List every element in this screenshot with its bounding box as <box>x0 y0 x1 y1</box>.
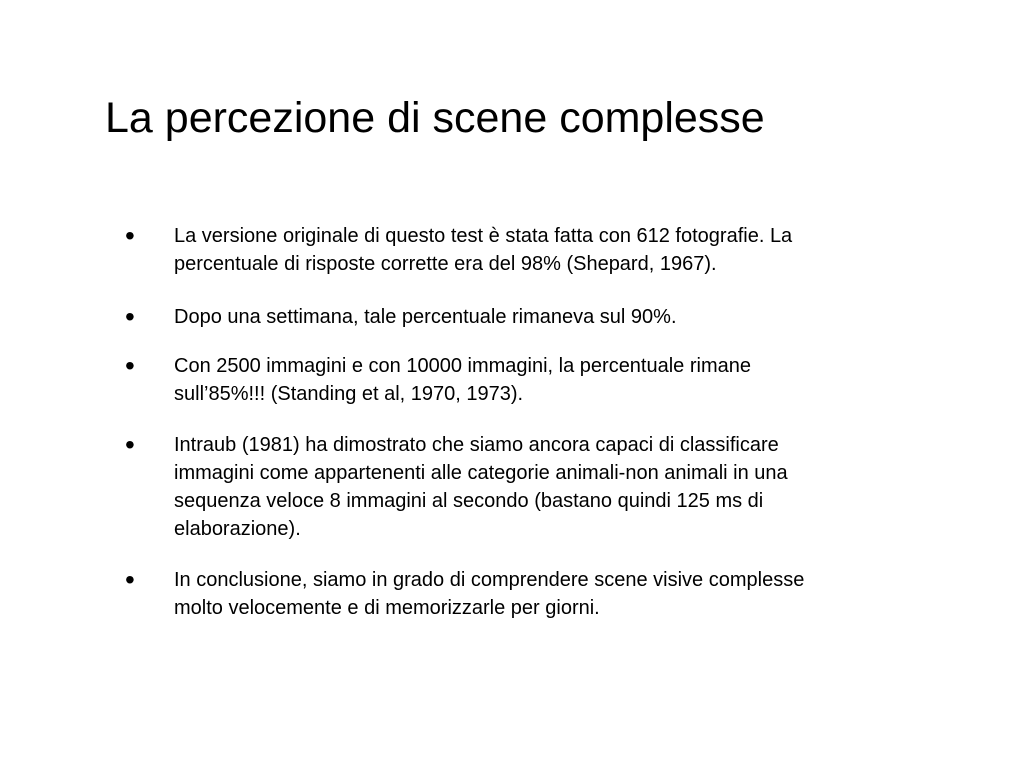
bullet-line: La versione originale di questo test è stata fatta con 612 fotografie. La <box>174 225 793 247</box>
bullet-icon: • <box>125 301 135 332</box>
bullet-line: Intraub (1981) ha dimostrato che siamo ancora capaci di classificare <box>174 434 779 456</box>
bullet-line: In conclusione, siamo in grado di comprendere scene visive complesse <box>174 569 805 591</box>
bullet-text <box>174 303 934 331</box>
bullet-icon: • <box>125 350 135 381</box>
slide-title: La percezione di scene complesse <box>105 94 765 142</box>
bullet-text <box>174 566 934 622</box>
bullet-line: Dopo una settimana, tale percentuale rimaneva sul 90%. <box>174 306 677 328</box>
bullet-text <box>174 431 934 543</box>
bullet-line: immagini come appartenenti alle categorie animali-non animali in una <box>174 462 788 484</box>
bullet-icon: • <box>125 429 135 460</box>
bullet-icon: • <box>125 220 135 251</box>
bullet-line: sequenza veloce 8 immagini al secondo (bastano quindi 125 ms di <box>174 490 764 512</box>
bullet-text <box>174 352 934 408</box>
bullet-line: sull’85%!!! (Standing et al, 1970, 1973). <box>174 383 524 405</box>
bullet-text <box>174 222 934 278</box>
bullet-line: Con 2500 immagini e con 10000 immagini, la percentuale rimane <box>174 355 751 377</box>
bullet-line: elaborazione). <box>174 518 301 540</box>
bullet-icon: • <box>125 564 135 595</box>
bullet-line: molto velocemente e di memorizzarle per giorni. <box>174 597 600 619</box>
bullet-line: percentuale di risposte corrette era del 98% (Shepard, 1967). <box>174 253 717 275</box>
